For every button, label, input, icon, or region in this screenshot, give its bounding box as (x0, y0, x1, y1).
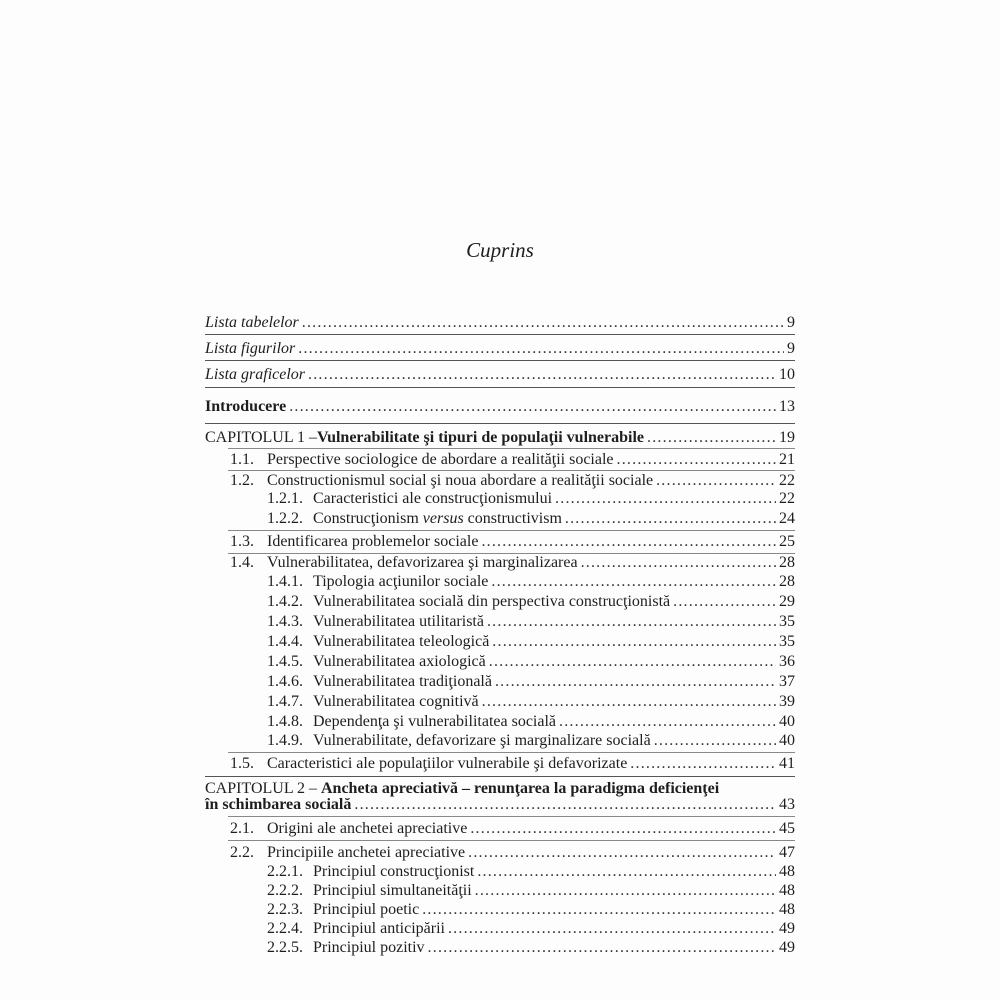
section-label: Principiul anticipării (313, 920, 445, 937)
toc-section[interactable] (230, 453, 795, 467)
section-number: 2.2.1. (267, 863, 303, 880)
leader-dots (428, 941, 776, 955)
toc-subsection[interactable] (267, 715, 795, 729)
section-label: Principiul poetic (313, 901, 420, 918)
toc-section[interactable] (230, 474, 795, 488)
divider (228, 470, 795, 471)
leader-dots (656, 474, 776, 488)
section-number: 2.2. (230, 844, 254, 861)
divider (205, 776, 795, 777)
leader-dots (289, 400, 776, 414)
toc-chapter-2-line2[interactable] (205, 798, 795, 812)
toc-section[interactable] (230, 535, 795, 549)
leader-dots (468, 846, 776, 860)
toc-subsection[interactable] (267, 575, 795, 589)
section-number: 1.4.2. (267, 593, 303, 610)
leader-dots (354, 798, 776, 812)
divider (205, 360, 795, 361)
section-page: 49 (779, 939, 795, 956)
leader-dots (302, 316, 784, 330)
section-label: Tipologia acţiunilor sociale (313, 573, 489, 590)
section-number: 1.4.9. (267, 732, 303, 749)
leader-dots (422, 903, 776, 917)
toc-entry-page: 10 (779, 366, 795, 383)
leader-dots (654, 734, 776, 748)
leader-dots (630, 757, 776, 771)
section-page: 21 (779, 451, 795, 468)
toc-subsection[interactable] (267, 941, 795, 955)
section-number: 1.4.8. (267, 713, 303, 730)
section-number: 2.2.4. (267, 920, 303, 937)
toc-subsection[interactable] (267, 615, 795, 629)
chapter-title: Ancheta apreciativă – renunţarea la paradigma deficienţei (321, 780, 720, 797)
toc-subsection[interactable] (267, 734, 795, 748)
section-page: 41 (779, 755, 795, 772)
toc-section[interactable] (230, 757, 795, 771)
section-label: Caracteristici ale construcţionismului (313, 490, 553, 507)
section-number: 1.3. (230, 533, 254, 550)
toc-subsection[interactable] (267, 922, 795, 936)
section-label: Vulnerabilitatea socială din perspectiva construcţionistă (313, 593, 671, 610)
section-label-italic: versus (422, 510, 464, 527)
toc-entry-label: Introducere (205, 398, 287, 415)
section-label: Perspective sociologice de abordare a realităţii sociale (267, 451, 614, 468)
section-page: 37 (779, 673, 795, 690)
section-number: 1.4.1. (267, 573, 303, 590)
section-number: 1.2. (230, 472, 254, 489)
section-label-part: Construcţionism (313, 510, 423, 527)
section-label-part: constructivism (463, 510, 562, 527)
section-number: 2.1. (230, 820, 254, 837)
section-label: Principiul construcţionist (313, 863, 475, 880)
toc-section[interactable] (230, 846, 795, 860)
section-number: 1.4.5. (267, 653, 303, 670)
toc-entry-lista-tabelelor[interactable] (205, 316, 795, 330)
section-page: 22 (779, 490, 795, 507)
leader-dots (475, 884, 776, 898)
section-page: 48 (779, 882, 795, 899)
divider (228, 816, 795, 817)
leader-dots (492, 635, 776, 649)
chapter-prefix: CAPITOLUL 1 – (205, 429, 317, 446)
section-page: 36 (779, 653, 795, 670)
divider (205, 423, 795, 424)
toc-subsection[interactable] (267, 492, 795, 506)
section-label: Origini ale anchetei apreciative (267, 820, 468, 837)
toc-subsection[interactable] (267, 512, 795, 526)
leader-dots (559, 715, 776, 729)
section-page: 48 (779, 863, 795, 880)
toc-subsection[interactable] (267, 865, 795, 879)
section-number: 2.2.2. (267, 882, 303, 899)
section-page: 47 (779, 844, 795, 861)
toc-entry-page: 13 (779, 398, 795, 415)
section-number: 1.4.6. (267, 673, 303, 690)
toc-entry-page: 9 (787, 340, 795, 357)
leader-dots (470, 822, 776, 836)
section-page: 40 (779, 713, 795, 730)
toc-entry-label: Lista figurilor (205, 340, 296, 357)
toc-subsection[interactable] (267, 635, 795, 649)
section-label: Dependenţa şi vulnerabilitatea socială (313, 713, 557, 730)
toc-subsection[interactable] (267, 655, 795, 669)
leader-dots (673, 595, 776, 609)
section-page: 45 (779, 820, 795, 837)
toc-entry-label: Lista graficelor (205, 366, 306, 383)
section-number: 1.4. (230, 554, 254, 571)
toc-subsection[interactable] (267, 595, 795, 609)
section-page: 25 (779, 533, 795, 550)
leader-dots (555, 492, 776, 506)
toc-subsection[interactable] (267, 695, 795, 709)
divider (228, 448, 795, 449)
leader-dots (581, 556, 776, 570)
toc-subsection[interactable] (267, 675, 795, 689)
toc-entry-lista-figurilor[interactable] (205, 342, 795, 356)
leader-dots (495, 675, 776, 689)
leader-dots (647, 431, 776, 445)
toc-entry-introducere[interactable] (205, 400, 795, 414)
section-page: 22 (779, 472, 795, 489)
toc-section[interactable] (230, 556, 795, 570)
section-label: Vulnerabilitate, defavorizare şi marginalizare socială (313, 732, 651, 749)
chapter-title: Vulnerabilitate şi tipuri de populaţii vulnerabile (317, 429, 645, 446)
leader-dots (482, 695, 776, 709)
section-number: 2.2.3. (267, 901, 303, 918)
section-number: 1.4.4. (267, 633, 303, 650)
section-number: 1.4.3. (267, 613, 303, 630)
section-label: Principiile anchetei apreciative (267, 844, 466, 861)
leader-dots (481, 535, 776, 549)
divider (228, 752, 795, 753)
section-page: 40 (779, 732, 795, 749)
leader-dots (477, 865, 776, 879)
divider (228, 840, 795, 841)
section-page: 29 (779, 593, 795, 610)
leader-dots (489, 655, 776, 669)
divider (228, 530, 795, 531)
toc-entry-page: 43 (779, 796, 795, 813)
toc-entry-label: Lista tabelelor (205, 314, 299, 331)
toc-entry-lista-graficelor[interactable] (205, 368, 795, 382)
toc-entry-page: 19 (779, 429, 795, 446)
toc-subsection[interactable] (267, 884, 795, 898)
leader-dots (308, 368, 776, 382)
section-label: Principiul pozitiv (313, 939, 425, 956)
section-page: 35 (779, 633, 795, 650)
section-label: Vulnerabilitatea utilitaristă (313, 613, 484, 630)
chapter-title-continued: în schimbarea socială (205, 796, 352, 813)
section-number: 1.4.7. (267, 693, 303, 710)
leader-dots (617, 453, 776, 467)
section-label: Vulnerabilitatea cognitivă (313, 693, 479, 710)
section-number: 1.5. (230, 755, 254, 772)
section-number: 1.1. (230, 451, 254, 468)
leader-dots (565, 512, 776, 526)
section-page: 28 (779, 554, 795, 571)
divider (205, 334, 795, 335)
section-page: 49 (779, 920, 795, 937)
section-label: Principiul simultaneităţii (313, 882, 472, 899)
section-label (313, 512, 562, 526)
divider (205, 387, 795, 388)
section-page: 28 (779, 573, 795, 590)
section-label: Vulnerabilitatea tradiţională (313, 673, 492, 690)
leader-dots (491, 575, 776, 589)
toc-chapter-1[interactable] (205, 431, 795, 445)
toc-entry-page: 9 (787, 314, 795, 331)
page-title: Cuprins (466, 238, 534, 262)
section-label: Vulnerabilitatea axiologică (313, 653, 486, 670)
toc-subsection[interactable] (267, 903, 795, 917)
section-label: Vulnerabilitatea, defavorizarea şi marginalizarea (267, 554, 578, 571)
section-number: 2.2.5. (267, 939, 303, 956)
toc-section[interactable] (230, 822, 795, 836)
section-label: Vulnerabilitatea teleologică (313, 633, 490, 650)
section-page: 39 (779, 693, 795, 710)
section-label: Constructionismul social şi noua abordare a realităţii sociale (267, 472, 654, 489)
section-page: 48 (779, 901, 795, 918)
section-label: Identificarea problemelor sociale (267, 533, 479, 550)
section-page: 24 (779, 510, 795, 527)
section-label: Caracteristici ale populaţiilor vulnerabile şi defavorizate (267, 755, 628, 772)
chapter-prefix: CAPITOLUL 2 – (205, 780, 321, 797)
section-number: 1.2.1. (267, 490, 303, 507)
leader-dots (298, 342, 784, 356)
toc-chapter-2-line1[interactable] (205, 782, 795, 796)
section-number: 1.2.2. (267, 510, 303, 527)
leader-dots (487, 615, 776, 629)
leader-dots (448, 922, 776, 936)
section-page: 35 (779, 613, 795, 630)
